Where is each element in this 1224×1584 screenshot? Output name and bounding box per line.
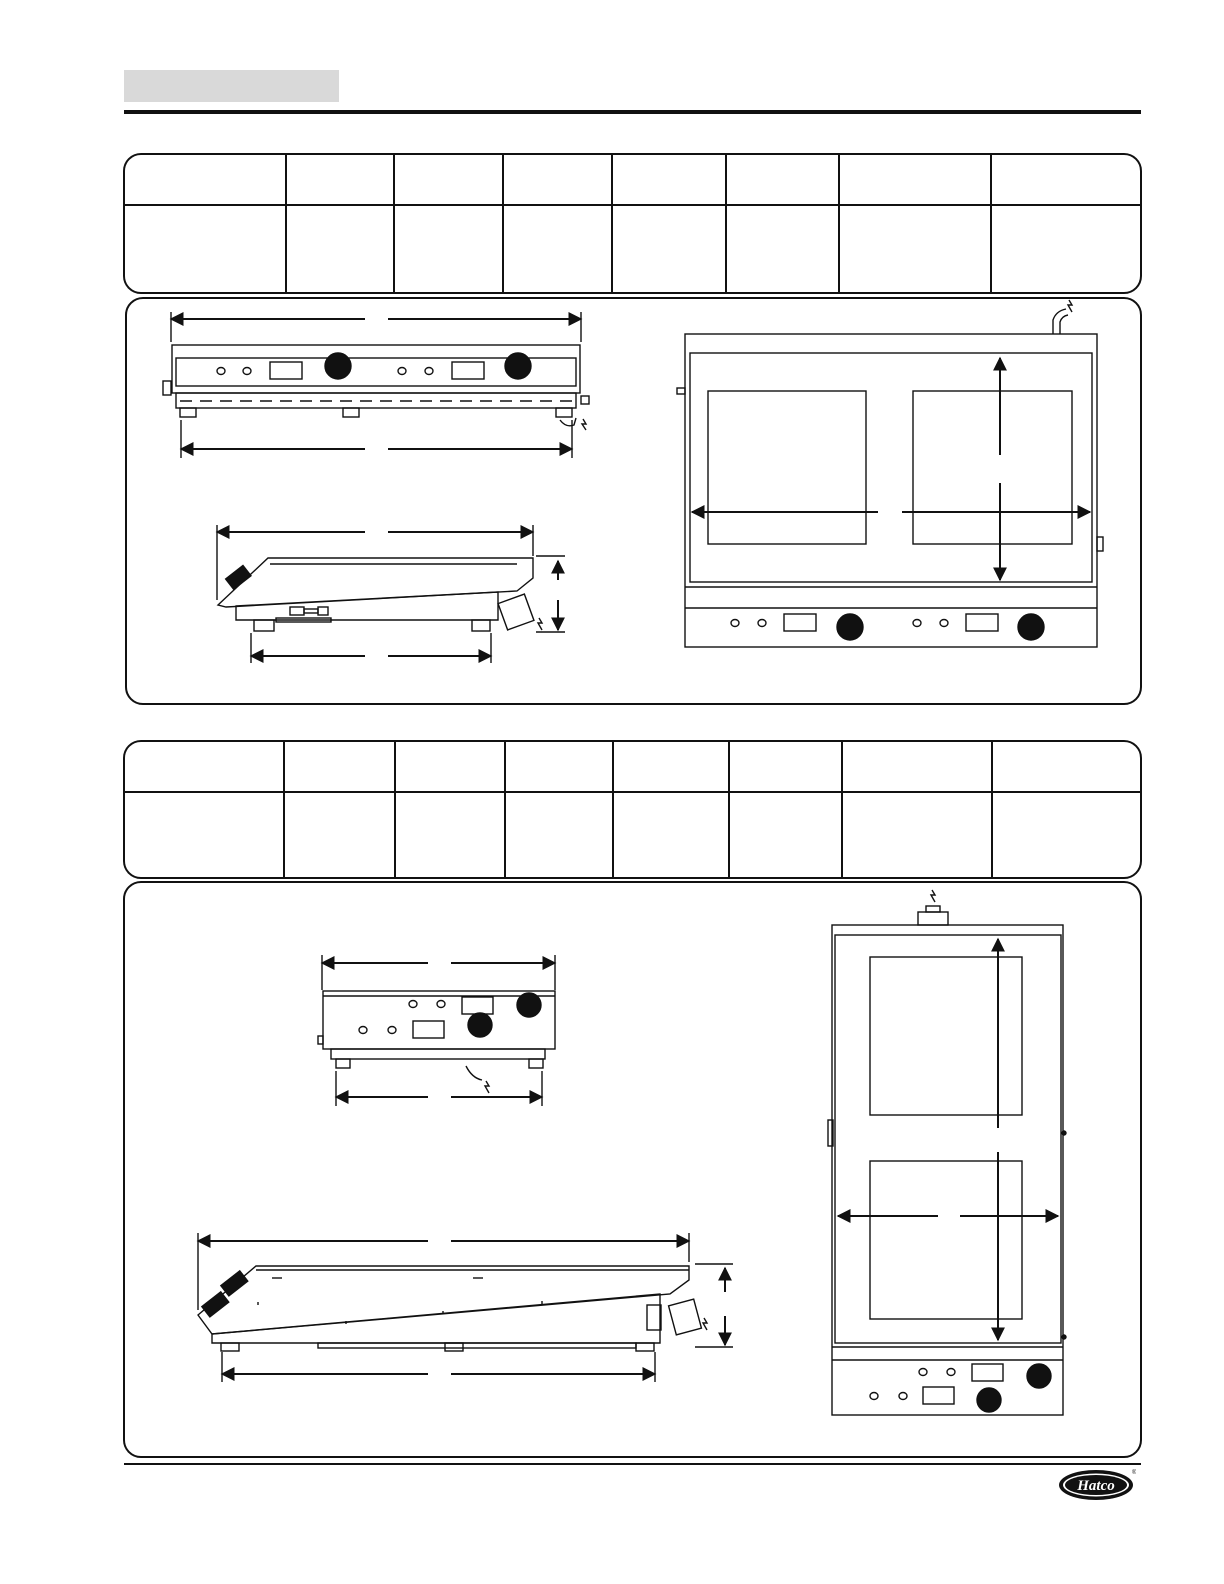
- indicator-light-icon: [919, 1369, 927, 1376]
- indicator-light-icon: [758, 620, 766, 627]
- indicator-light-icon: [940, 620, 948, 627]
- front-view-stacked: [318, 955, 555, 1106]
- indicator-light-icon: [437, 1001, 445, 1008]
- control-knob-icon: [977, 1388, 1001, 1412]
- indicator-light-icon: [398, 368, 406, 375]
- control-knob-icon: [1018, 614, 1044, 640]
- display-icon: [270, 362, 302, 379]
- indicator-light-icon: [870, 1393, 878, 1400]
- power-cord-icon: [485, 1081, 489, 1093]
- power-cord-icon: [1068, 300, 1072, 312]
- power-cord-icon: [582, 419, 586, 430]
- footer-rule: [124, 1463, 1141, 1465]
- hatco-logo-text: Hatco: [1077, 1478, 1115, 1494]
- power-cord-icon: [703, 1318, 707, 1330]
- display-icon: [462, 997, 493, 1014]
- indicator-light-icon: [243, 368, 251, 375]
- hatco-logo: [1058, 1468, 1136, 1502]
- control-knob-icon: [505, 353, 531, 379]
- indicator-light-icon: [899, 1393, 907, 1400]
- indicator-light-icon: [947, 1369, 955, 1376]
- control-knob-icon: [325, 353, 351, 379]
- indicator-light-icon: [388, 1027, 396, 1034]
- power-cord-icon: [538, 618, 542, 630]
- registered-mark: ®: [1132, 1470, 1136, 1476]
- display-icon: [972, 1364, 1003, 1381]
- display-icon: [923, 1387, 954, 1404]
- control-knob-icon: [837, 614, 863, 640]
- control-knob-icon: [468, 1013, 492, 1037]
- indicator-light-icon: [913, 620, 921, 627]
- top-view-stacked: [828, 890, 1066, 1415]
- indicator-light-icon: [359, 1027, 367, 1034]
- display-icon: [452, 362, 484, 379]
- cord-strain-relief: [498, 594, 534, 630]
- control-knob-icon: [226, 565, 251, 589]
- display-icon: [966, 614, 998, 631]
- indicator-light-icon: [425, 368, 433, 375]
- indicator-light-icon: [731, 620, 739, 627]
- display-icon: [784, 614, 816, 631]
- control-knob-icon: [1027, 1364, 1051, 1388]
- display-icon: [413, 1021, 444, 1038]
- side-view-stacked: [198, 1233, 733, 1382]
- top-view-double: [677, 300, 1103, 647]
- cord-strain-relief: [669, 1299, 702, 1335]
- indicator-light-icon: [217, 368, 225, 375]
- indicator-light-icon: [409, 1001, 417, 1008]
- control-knob-icon: [202, 1292, 229, 1317]
- side-view-double: [217, 525, 565, 663]
- power-cord-icon: [931, 890, 935, 902]
- front-view-double: [163, 312, 589, 458]
- control-knob-icon: [517, 993, 541, 1017]
